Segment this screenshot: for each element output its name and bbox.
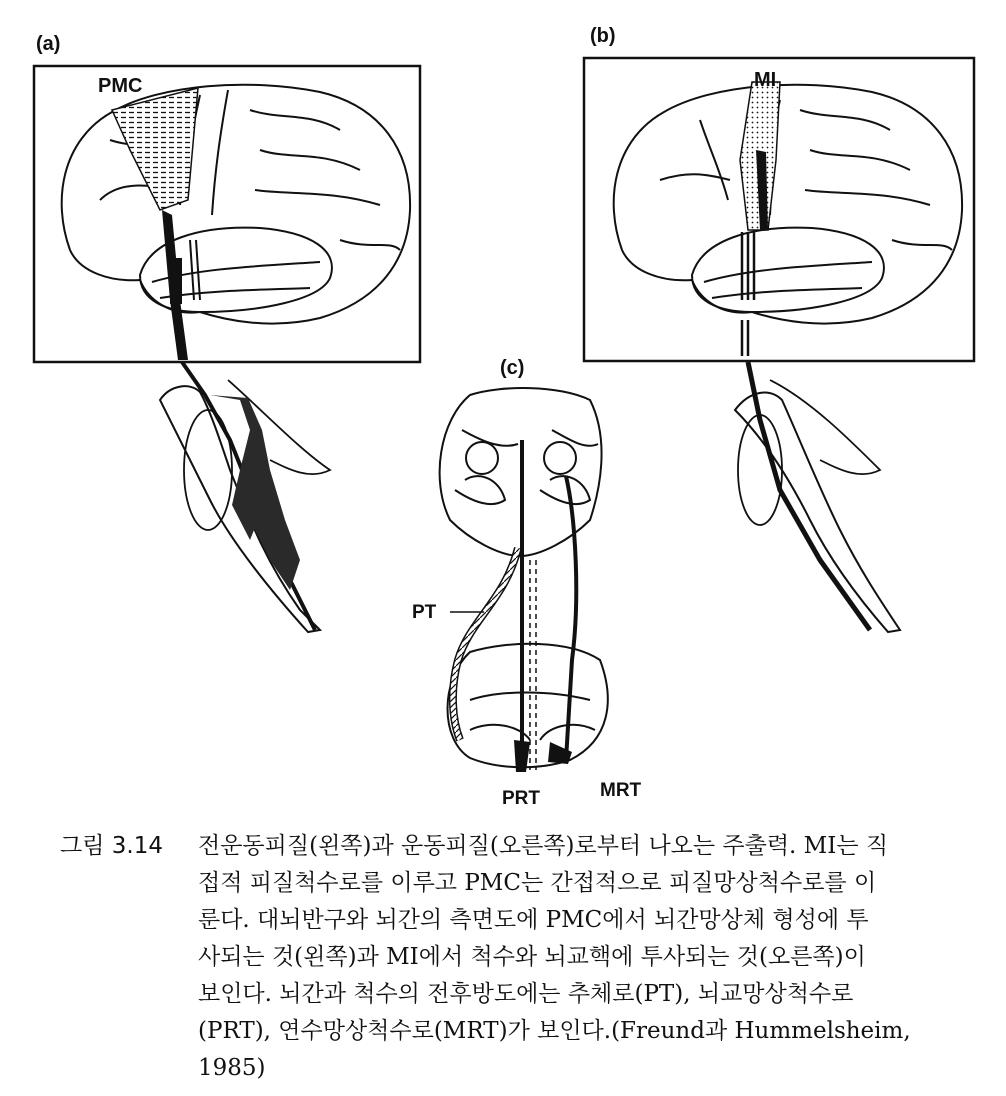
panel-a — [34, 33, 420, 632]
brainstem-drawing-a — [160, 362, 330, 632]
brainstem-crosssection-drawing — [440, 388, 608, 770]
caption-line: 룬다. 대뇌반구와 뇌간의 측면도에 PMC에서 뇌간망상체 형성에 투 — [198, 907, 869, 933]
brain-lateral-drawing-a — [62, 85, 410, 324]
panel-a-tag: (a) — [36, 33, 61, 55]
mi-label: MI — [754, 69, 777, 91]
pt-label: PT — [412, 602, 437, 623]
caption-line: 접적 피질척수로를 이루고 PMC는 간접적으로 피질망상척수로를 이 — [198, 870, 877, 896]
panel-b — [584, 25, 974, 632]
figure-number: 그림 3.14 — [60, 833, 163, 859]
caption-line: 전운동피질(왼쪽)과 운동피질(오른쪽)로부터 나오는 주출력. MI는 직 — [198, 833, 889, 859]
pmc-label: PMC — [98, 75, 143, 97]
brainstem-drawing-b — [735, 362, 900, 632]
panel-b-tag: (b) — [590, 25, 616, 47]
panel-c — [412, 357, 642, 809]
brain-lateral-drawing-b — [614, 85, 962, 324]
caption-line: 1985) — [198, 1055, 266, 1081]
mrt-label: MRT — [600, 780, 642, 801]
panel-c-tag: (c) — [500, 357, 525, 379]
caption-text — [198, 828, 968, 1087]
prt-label: PRT — [502, 788, 540, 809]
pmc-region — [112, 88, 198, 210]
caption-line: (PRT), 연수망상척수로(MRT)가 보인다.(Freund과 Hummelsheim, — [198, 1018, 911, 1044]
caption-line: 보인다. 뇌간과 척수의 전후방도에는 추체로(PT), 뇌교망상척수로 — [198, 981, 854, 1007]
caption-line: 사되는 것(왼쪽)과 MI에서 척수와 뇌교핵에 투사되는 것(오른쪽)이 — [198, 944, 866, 970]
